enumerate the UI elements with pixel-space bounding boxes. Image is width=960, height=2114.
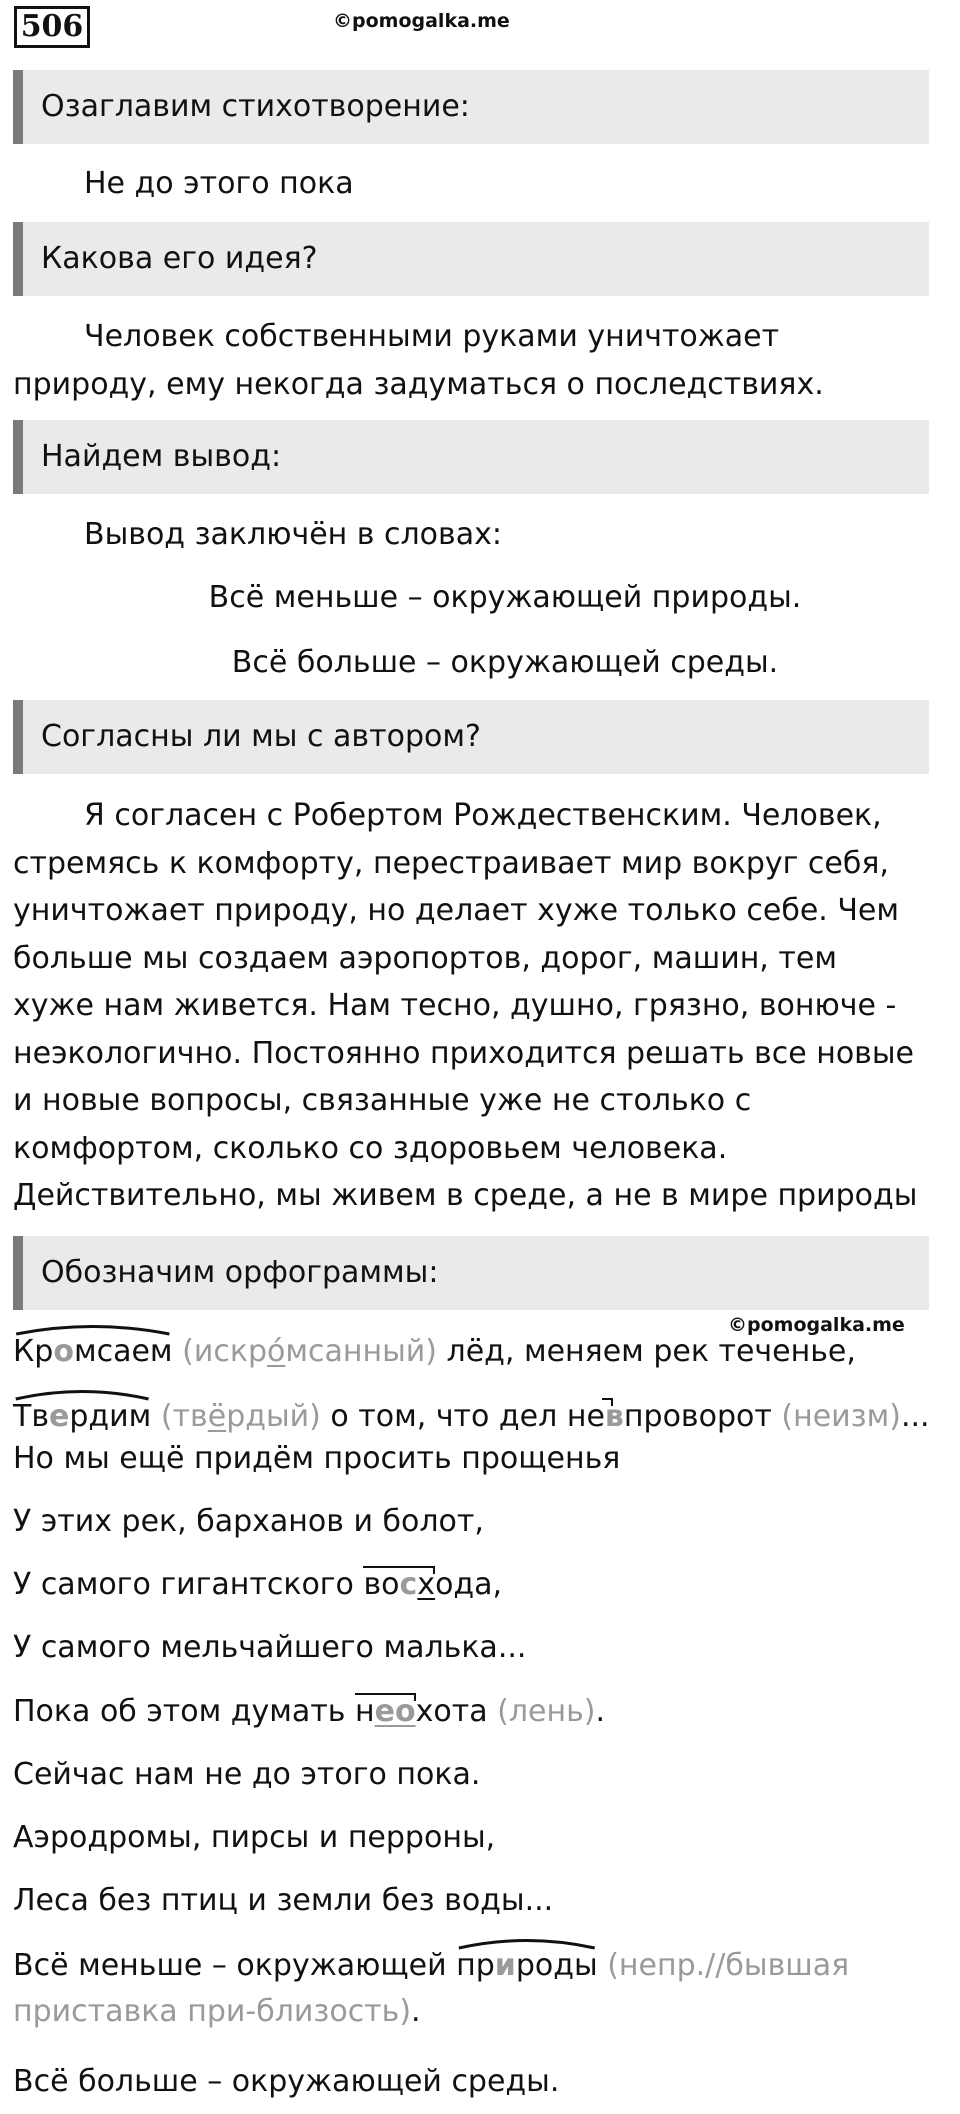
poem-line: Но мы ещё придём просить прощенья [13,1441,621,1476]
conclusion-intro: Вывод заключён в словах: [84,517,502,552]
section-heading-conclusion: Найдем вывод: [13,420,929,494]
poem-line: У самого гигантского восхода, [13,1567,503,1602]
check-note: (неизм) [781,1399,901,1434]
prefix-marker: в [605,1398,624,1436]
check-note: (лень) [497,1694,596,1729]
watermark: ©pomogalka.me [728,1314,905,1336]
root-marker: природы [456,1947,598,1985]
section-heading-idea: Какова его идея? [13,222,929,296]
section-heading-orthograms: Обозначим орфограммы: [13,1236,929,1310]
prefix-marker: нео [355,1694,416,1729]
watermark: ©pomogalka.me [333,10,510,32]
poem-line: Всё меньше – окружающей природы (непр.//бывшая [13,1947,849,1985]
check-word: (твёрдый) [160,1399,321,1434]
poem-line: приставка при-близость). [13,1994,421,2029]
title-answer: Не до этого пока [84,166,354,201]
check-note: (непр.//бывшая [607,1948,850,1983]
agreement-answer: Я согласен с Робертом Рождественским. Человек, стремясь к комфорту, перестраивает мир вокруг себя, уничтожает природу, но делает хуже только себе. Чем больше мы создаем аэропортов, дорог, машин, тем хуже нам живется. Нам тесно, душно, грязно, вонюче - неэкологично. Постоянно приходится решать все новые и новые вопросы, связанные уже не столько с комфортом, сколько со здоровьем человека. Действительно, мы живем в среде, а не в мире природы [13,798,918,1213]
section-heading-agreement: Согласны ли мы с автором? [13,700,929,774]
root-marker: Кромсаем [13,1333,173,1371]
check-word: (искро́мсанный) [182,1334,437,1369]
poem-line: Пока об этом думать неохота (лень). [13,1694,606,1729]
root-marker: восх [363,1567,436,1602]
check-note: приставка при-близость) [13,1994,412,2029]
poem-line: У этих рек, барханов и болот, [13,1504,484,1539]
root-marker: Твердим [13,1398,151,1436]
poem-line: Кромсаем (искро́мсанный) лёд, меняем рек теченье, [13,1333,856,1371]
conclusion-quote-line: Всё больше – окружающей среды. [231,645,779,680]
section-heading-title: Озаглавим стихотворение: [13,70,929,144]
task-number: 506 [14,6,90,48]
poem-line: Сейчас нам не до этого пока. [13,1757,481,1792]
idea-answer: Человек собственными руками уничтожает природу, ему некогда задуматься о последствиях. [13,319,824,402]
poem-line: У самого мельчайшего малька... [13,1630,527,1665]
poem-line: Твердим (твёрдый) о том, что дел не впроворот (неизм)... [13,1398,930,1436]
poem-line: Аэродромы, пирсы и перроны, [13,1820,496,1855]
conclusion-quote-line: Всё меньше – окружающей природы. [208,580,802,615]
poem-line: Всё больше – окружающей среды. [13,2064,560,2099]
poem-line: Леса без птиц и земли без воды... [13,1883,554,1918]
